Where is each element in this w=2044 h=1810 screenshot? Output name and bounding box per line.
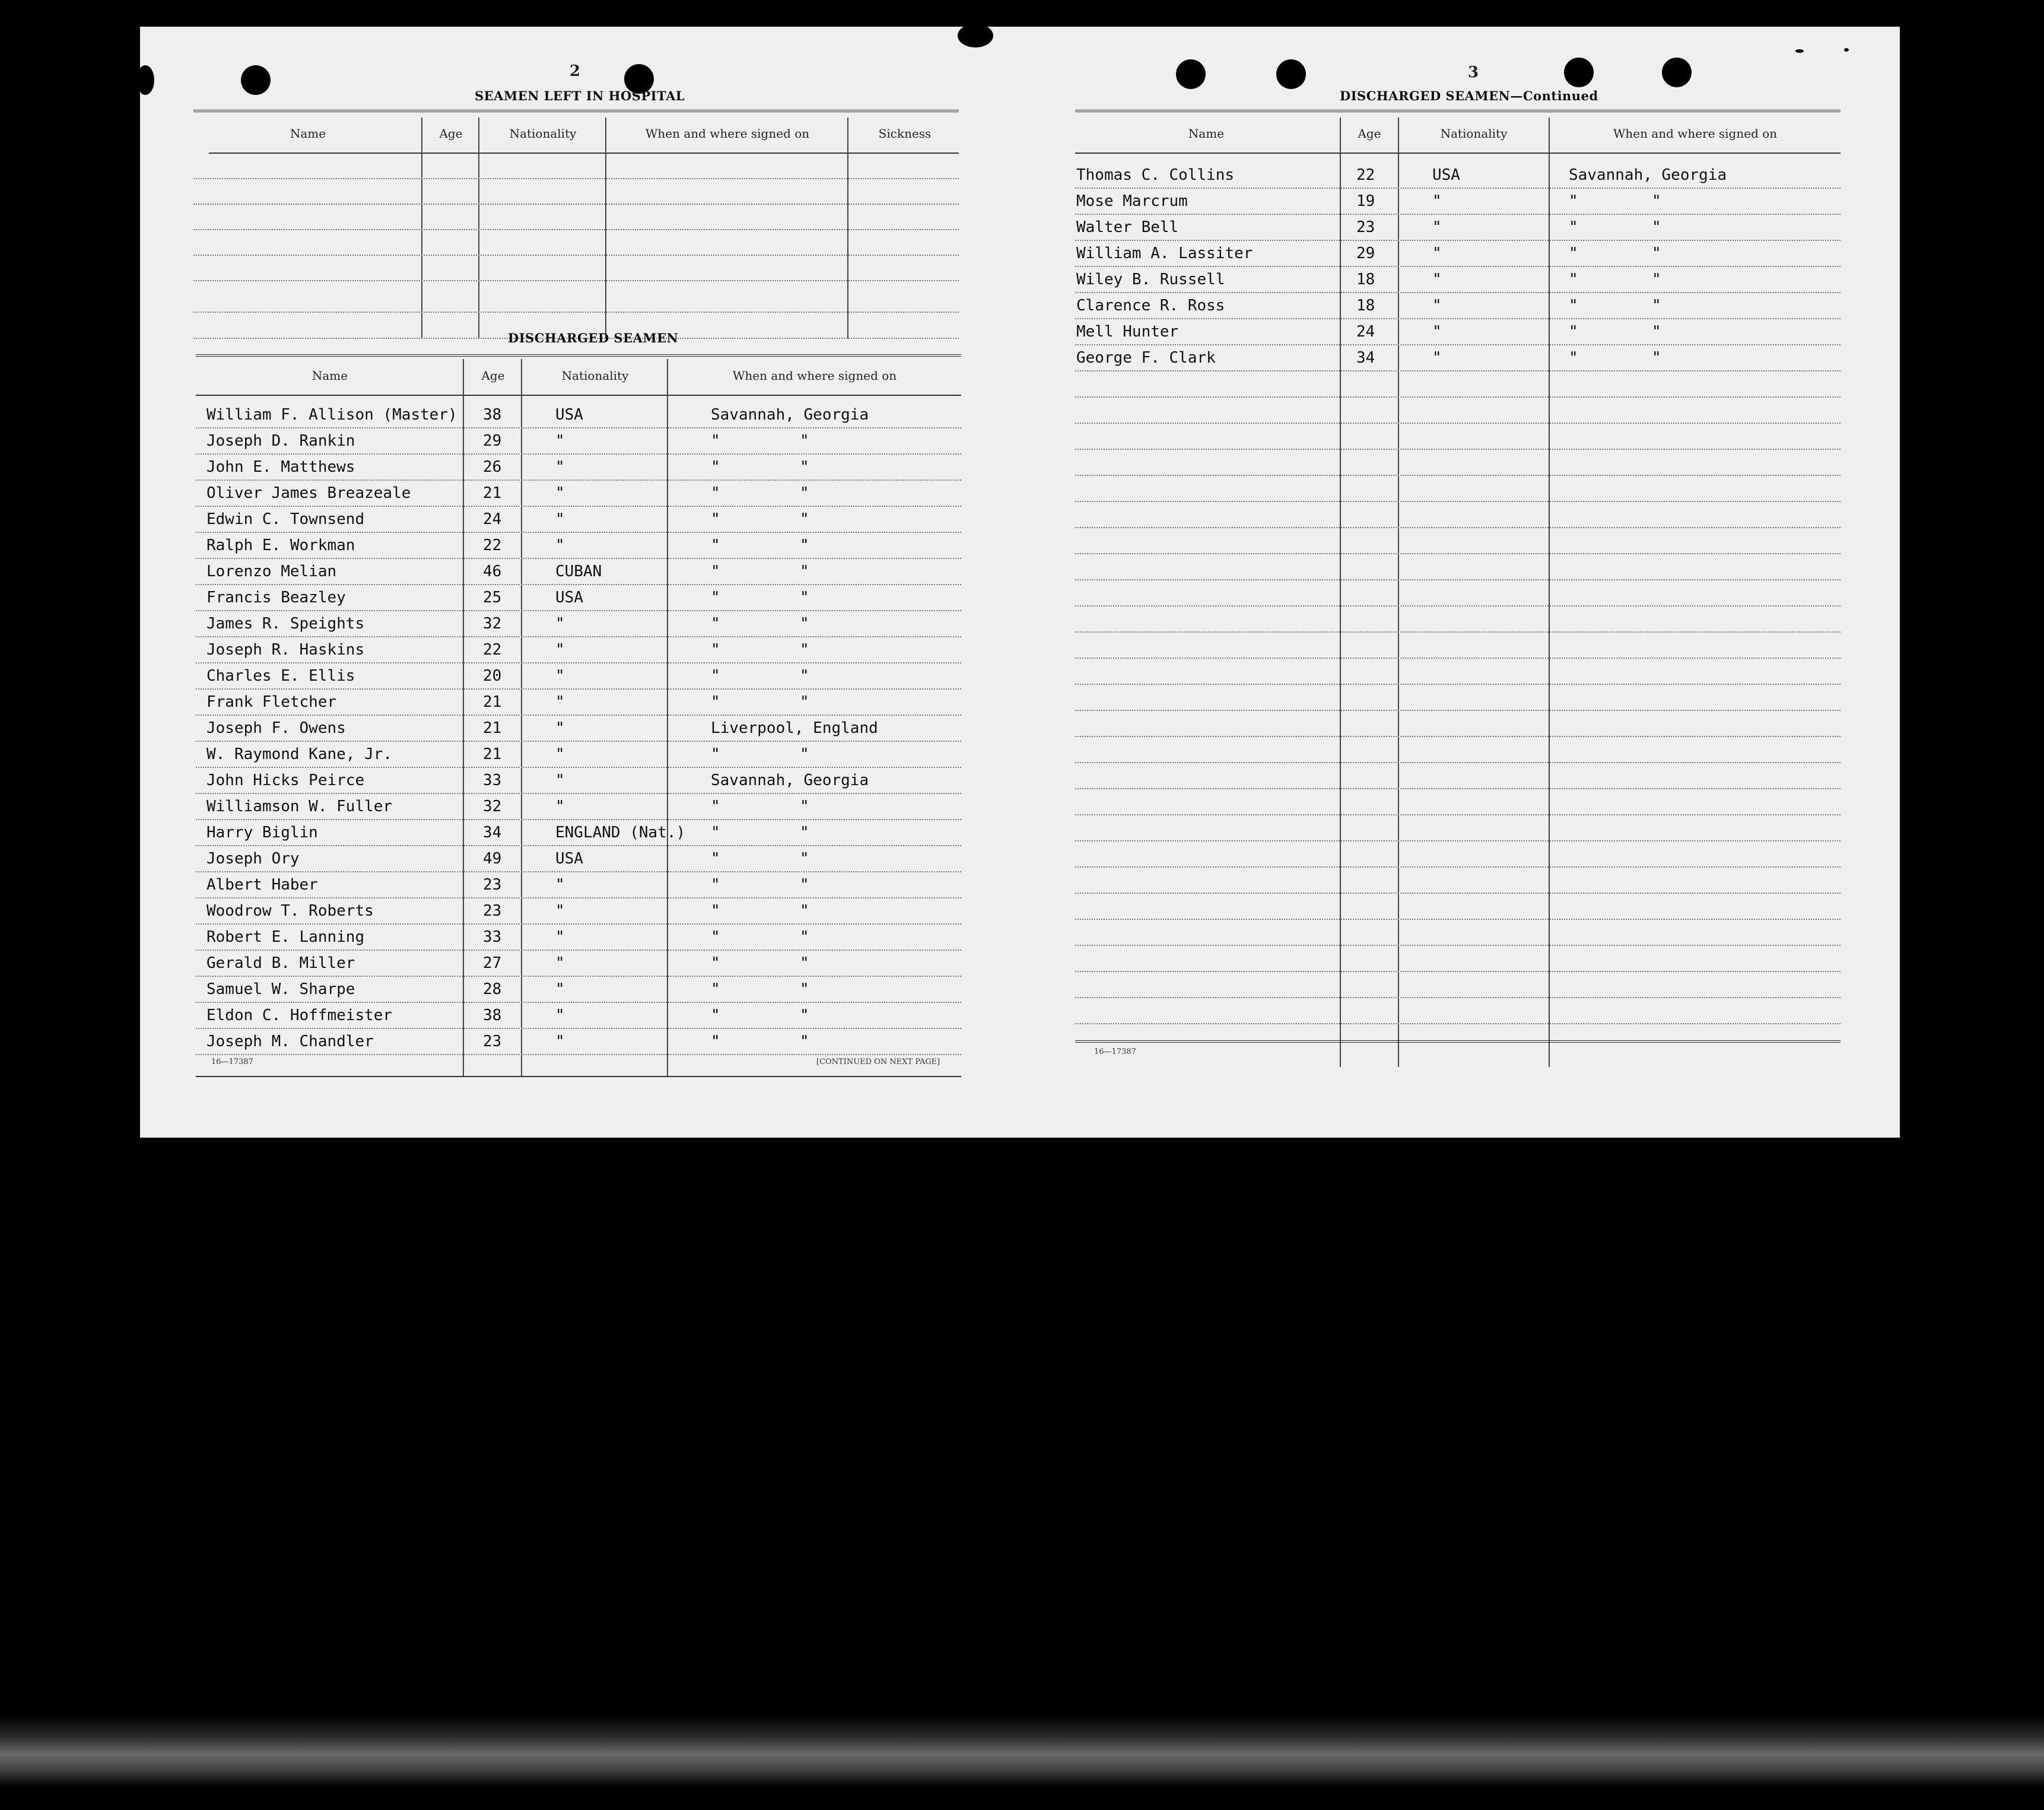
dotted-row-line xyxy=(1075,971,1840,972)
signed-on-place: " xyxy=(711,536,720,554)
signed-on-place: " xyxy=(1569,297,1578,315)
rule xyxy=(1075,110,1840,112)
dotted-row-line xyxy=(1075,370,1840,371)
col-divider xyxy=(1340,118,1341,1067)
signed-on-place: " xyxy=(711,641,720,659)
col-divider xyxy=(847,118,848,338)
signed-on-ditto: " xyxy=(1652,349,1661,367)
dotted-row-line xyxy=(193,178,959,179)
signed-on-ditto: " xyxy=(800,510,809,528)
col-divider xyxy=(605,118,606,338)
scanner-edge-band xyxy=(0,1715,2044,1786)
signed-on-place: Savannah, Georgia xyxy=(711,406,869,424)
seaman-name: Joseph F. Owens xyxy=(206,719,346,737)
col-header-name: Name xyxy=(1188,126,1225,141)
seaman-age: 18 xyxy=(1356,271,1375,288)
dotted-row-line xyxy=(196,558,961,559)
seaman-age: 49 xyxy=(483,850,502,868)
seaman-nationality: " xyxy=(1432,271,1442,288)
signed-on-ditto: " xyxy=(800,902,809,920)
signed-on-ditto: " xyxy=(1652,244,1661,262)
seaman-nationality: " xyxy=(555,980,565,998)
seaman-name: Charles E. Ellis xyxy=(206,667,355,685)
signed-on-ditto: " xyxy=(800,667,809,685)
seaman-name: Samuel W. Sharpe xyxy=(206,980,355,998)
signed-on-ditto: " xyxy=(800,824,809,842)
seaman-nationality: " xyxy=(555,641,565,659)
rule xyxy=(196,1076,961,1077)
seaman-nationality: " xyxy=(555,745,565,763)
seaman-nationality: " xyxy=(555,719,565,737)
signed-on-ditto: " xyxy=(1652,192,1661,210)
seaman-nationality: USA xyxy=(555,850,583,868)
seaman-age: 25 xyxy=(483,589,502,606)
right-page xyxy=(1030,27,1900,1138)
seaman-age: 34 xyxy=(1356,349,1375,367)
seaman-age: 29 xyxy=(483,432,502,450)
dotted-row-line xyxy=(1075,866,1840,868)
seaman-nationality: " xyxy=(1432,323,1442,341)
signed-on-place: " xyxy=(711,458,720,476)
seaman-name: George F. Clark xyxy=(1076,349,1216,367)
dotted-row-line xyxy=(196,1054,961,1055)
seaman-nationality: " xyxy=(555,1006,565,1024)
seaman-nationality: " xyxy=(555,928,565,946)
document-sheet xyxy=(140,27,1900,1138)
seaman-age: 21 xyxy=(483,745,502,763)
seaman-nationality: " xyxy=(555,667,565,685)
dotted-row-line xyxy=(1075,945,1840,946)
signed-on-ditto: " xyxy=(1652,323,1661,341)
seaman-name: Edwin C. Townsend xyxy=(206,510,365,528)
dotted-row-line xyxy=(1075,449,1840,450)
seaman-age: 38 xyxy=(483,1006,502,1024)
seaman-age: 33 xyxy=(483,928,502,946)
seaman-name: William A. Lassiter xyxy=(1076,244,1253,262)
col-header-name: Name xyxy=(290,126,326,141)
form-number: 16—17387 xyxy=(211,1058,253,1066)
dotted-row-line xyxy=(196,715,961,716)
seaman-age: 21 xyxy=(483,693,502,711)
seaman-age: 23 xyxy=(483,876,502,894)
seaman-name: Joseph Ory xyxy=(206,850,300,868)
seaman-name: Francis Beazley xyxy=(206,589,346,606)
dotted-row-line xyxy=(1075,292,1840,293)
dotted-row-line xyxy=(196,662,961,663)
seaman-nationality: ENGLAND (Nat.) xyxy=(555,824,686,842)
signed-on-ditto: " xyxy=(800,1033,809,1050)
signed-on-ditto: " xyxy=(800,484,809,502)
seaman-nationality: " xyxy=(555,771,565,789)
signed-on-place: " xyxy=(711,850,720,868)
seaman-age: 21 xyxy=(483,484,502,502)
signed-on-place: " xyxy=(1569,323,1578,341)
signed-on-place: " xyxy=(711,667,720,685)
signed-on-place: " xyxy=(711,980,720,998)
seaman-nationality: CUBAN xyxy=(555,563,602,580)
signed-on-ditto: " xyxy=(800,615,809,633)
dotted-row-line xyxy=(1075,214,1840,215)
continued-note: [CONTINUED ON NEXT PAGE] xyxy=(816,1058,940,1066)
signed-on-ditto: " xyxy=(800,589,809,606)
col-header-signed-on: When and where signed on xyxy=(1613,126,1778,141)
seaman-name: Wiley B. Russell xyxy=(1076,271,1225,288)
seaman-name: Joseph D. Rankin xyxy=(206,432,355,450)
col-header-nationality: Nationality xyxy=(509,126,577,141)
dotted-row-line xyxy=(1075,631,1840,633)
signed-on-place: " xyxy=(711,1006,720,1024)
signed-on-ditto: " xyxy=(800,432,809,450)
col-divider xyxy=(478,118,479,338)
seaman-nationality: " xyxy=(555,798,565,815)
seaman-nationality: " xyxy=(555,484,565,502)
dotted-row-line xyxy=(1075,396,1840,398)
dotted-row-line xyxy=(196,1002,961,1003)
dotted-row-line xyxy=(196,950,961,951)
seaman-name: Harry Biglin xyxy=(206,824,318,842)
seaman-age: 33 xyxy=(483,771,502,789)
seaman-name: Clarence R. Ross xyxy=(1076,297,1225,315)
dotted-row-line xyxy=(196,1028,961,1029)
dotted-row-line xyxy=(1075,423,1840,424)
seaman-age: 32 xyxy=(483,798,502,815)
signed-on-place: " xyxy=(711,745,720,763)
signed-on-ditto: " xyxy=(800,536,809,554)
dotted-row-line xyxy=(1075,1023,1840,1024)
seaman-age: 24 xyxy=(483,510,502,528)
dotted-row-line xyxy=(196,506,961,507)
seaman-age: 26 xyxy=(483,458,502,476)
page-number: 3 xyxy=(1468,63,1479,81)
rule xyxy=(1075,153,1840,154)
dotted-row-line xyxy=(1075,266,1840,267)
seaman-age: 23 xyxy=(1356,218,1375,236)
col-divider xyxy=(521,359,522,1077)
seaman-nationality: " xyxy=(1432,244,1442,262)
dotted-row-line xyxy=(196,923,961,925)
seaman-name: William F. Allison (Master) xyxy=(206,406,457,424)
signed-on-place: " xyxy=(1569,349,1578,367)
signed-on-place: " xyxy=(711,510,720,528)
col-divider xyxy=(463,359,464,1077)
signed-on-ditto: " xyxy=(800,563,809,580)
dotted-row-line xyxy=(193,229,959,230)
col-divider xyxy=(1549,118,1550,1067)
signed-on-ditto: " xyxy=(1652,297,1661,315)
signed-on-ditto: " xyxy=(800,458,809,476)
signed-on-ditto: " xyxy=(800,954,809,972)
signed-on-place: " xyxy=(711,563,720,580)
seaman-age: 23 xyxy=(483,1033,502,1050)
seaman-name: James R. Speights xyxy=(206,615,365,633)
rule xyxy=(196,354,961,357)
seaman-name: Albert Haber xyxy=(206,876,318,894)
seaman-age: 19 xyxy=(1356,192,1375,210)
dotted-row-line xyxy=(1075,893,1840,894)
dotted-row-line xyxy=(1075,919,1840,920)
dotted-row-line xyxy=(193,280,959,281)
signed-on-place: " xyxy=(711,589,720,606)
dotted-row-line xyxy=(196,871,961,872)
seaman-nationality: " xyxy=(555,536,565,554)
col-header-age: Age xyxy=(439,126,463,141)
dotted-row-line xyxy=(1075,736,1840,737)
dotted-row-line xyxy=(1075,710,1840,711)
seaman-nationality: " xyxy=(1432,297,1442,315)
seaman-age: 23 xyxy=(483,902,502,920)
signed-on-place: " xyxy=(711,902,720,920)
dotted-row-line xyxy=(196,793,961,794)
seaman-age: 28 xyxy=(483,980,502,998)
dotted-row-line xyxy=(196,741,961,742)
seaman-nationality: " xyxy=(555,615,565,633)
col-divider xyxy=(1398,118,1399,1067)
dotted-row-line xyxy=(196,584,961,585)
seaman-name: Williamson W. Fuller xyxy=(206,798,393,815)
seaman-name: Ralph E. Workman xyxy=(206,536,355,554)
seaman-name: Robert E. Lanning xyxy=(206,928,365,946)
seaman-nationality: " xyxy=(555,902,565,920)
seaman-nationality: " xyxy=(1432,218,1442,236)
seaman-name: Eldon C. Hoffmeister xyxy=(206,1006,393,1024)
seaman-name: Woodrow T. Roberts xyxy=(206,902,374,920)
seaman-age: 32 xyxy=(483,615,502,633)
seaman-nationality: " xyxy=(1432,349,1442,367)
signed-on-ditto: " xyxy=(800,876,809,894)
dotted-row-line xyxy=(1075,553,1840,554)
dotted-row-line xyxy=(1075,501,1840,502)
rule xyxy=(193,110,959,112)
seaman-name: John E. Matthews xyxy=(206,458,355,476)
seaman-age: 34 xyxy=(483,824,502,842)
seaman-name: Oliver James Breazeale xyxy=(206,484,411,502)
dotted-row-line xyxy=(1075,762,1840,763)
signed-on-ditto: " xyxy=(800,1006,809,1024)
dotted-row-line xyxy=(196,610,961,611)
seaman-name: Joseph R. Haskins xyxy=(206,641,365,659)
dotted-row-line xyxy=(196,897,961,898)
seaman-name: Gerald B. Miller xyxy=(206,954,355,972)
signed-on-ditto: " xyxy=(800,980,809,998)
seaman-name: Walter Bell xyxy=(1076,218,1179,236)
dotted-row-line xyxy=(1075,344,1840,345)
seaman-name: Joseph M. Chandler xyxy=(206,1033,374,1050)
page-number: 2 xyxy=(570,62,581,80)
signed-on-ditto: " xyxy=(800,745,809,763)
seaman-nationality: USA xyxy=(555,589,583,606)
seaman-nationality: " xyxy=(555,510,565,528)
seaman-nationality: " xyxy=(555,458,565,476)
seaman-nationality: " xyxy=(555,693,565,711)
dotted-row-line xyxy=(196,845,961,846)
signed-on-ditto: " xyxy=(1652,271,1661,288)
col-divider xyxy=(421,118,422,338)
seaman-name: Mose Marcrum xyxy=(1076,192,1188,210)
signed-on-place: Liverpool, England xyxy=(711,719,878,737)
seaman-age: 27 xyxy=(483,954,502,972)
dotted-row-line xyxy=(1075,188,1840,189)
rule xyxy=(196,395,961,396)
seaman-name: Thomas C. Collins xyxy=(1076,166,1235,184)
dotted-row-line xyxy=(193,204,959,205)
dotted-row-line xyxy=(1075,240,1840,241)
seaman-nationality: " xyxy=(1432,192,1442,210)
signed-on-place: " xyxy=(1569,192,1578,210)
col-header-signed-on: When and where signed on xyxy=(645,126,810,141)
dotted-row-line xyxy=(196,767,961,768)
dotted-row-line xyxy=(193,255,959,256)
dotted-row-line xyxy=(196,636,961,637)
signed-on-place: " xyxy=(1569,244,1578,262)
rule xyxy=(1075,1040,1840,1043)
signed-on-place: " xyxy=(711,693,720,711)
signed-on-place: " xyxy=(711,1033,720,1050)
dotted-row-line xyxy=(196,453,961,455)
signed-on-ditto: " xyxy=(1652,218,1661,236)
dotted-row-line xyxy=(1075,318,1840,319)
seaman-name: John Hicks Peirce xyxy=(206,771,365,789)
seaman-age: 22 xyxy=(483,536,502,554)
seaman-age: 24 xyxy=(1356,323,1375,341)
dotted-row-line xyxy=(1075,475,1840,476)
seaman-nationality: " xyxy=(555,432,565,450)
dotted-row-line xyxy=(193,312,959,313)
seaman-age: 29 xyxy=(1356,244,1375,262)
signed-on-place: " xyxy=(711,824,720,842)
dotted-row-line xyxy=(1075,605,1840,606)
col-header-age: Age xyxy=(1358,126,1381,141)
col-header-age: Age xyxy=(481,369,505,383)
col-header-name: Name xyxy=(311,369,348,383)
form-number: 16—17387 xyxy=(1094,1047,1136,1056)
signed-on-place: " xyxy=(1569,271,1578,288)
col-header-nationality: Nationality xyxy=(561,369,629,383)
dotted-row-line xyxy=(196,480,961,481)
dotted-row-line xyxy=(196,532,961,533)
seaman-nationality: USA xyxy=(555,406,583,424)
signed-on-place: Savannah, Georgia xyxy=(1569,166,1727,184)
seaman-age: 20 xyxy=(483,667,502,685)
signed-on-place: Savannah, Georgia xyxy=(711,771,869,789)
signed-on-place: " xyxy=(711,484,720,502)
signed-on-place: " xyxy=(711,954,720,972)
dotted-row-line xyxy=(1075,527,1840,528)
signed-on-place: " xyxy=(711,432,720,450)
discharged-section-title: DISCHARGED SEAMEN xyxy=(508,331,679,345)
seaman-nationality: " xyxy=(555,876,565,894)
seaman-age: 38 xyxy=(483,406,502,424)
seaman-name: W. Raymond Kane, Jr. xyxy=(206,745,393,763)
dotted-row-line xyxy=(196,427,961,428)
col-header-signed-on: When and where signed on xyxy=(732,369,897,383)
dotted-row-line xyxy=(1075,840,1840,842)
signed-on-place: " xyxy=(711,798,720,815)
signed-on-place: " xyxy=(711,928,720,946)
seaman-name: Lorenzo Melian xyxy=(206,563,337,580)
left-page xyxy=(140,27,1030,1138)
col-header-sickness: Sickness xyxy=(878,126,932,141)
seaman-nationality: " xyxy=(555,1033,565,1050)
dotted-row-line xyxy=(1075,814,1840,815)
seaman-age: 46 xyxy=(483,563,502,580)
signed-on-ditto: " xyxy=(800,693,809,711)
signed-on-ditto: " xyxy=(800,798,809,815)
seaman-age: 22 xyxy=(483,641,502,659)
col-divider xyxy=(667,359,668,1077)
dotted-row-line xyxy=(1075,997,1840,998)
dotted-row-line xyxy=(196,819,961,820)
signed-on-place: " xyxy=(1569,218,1578,236)
hospital-section-title: SEAMEN LEFT IN HOSPITAL xyxy=(475,88,685,103)
dotted-row-line xyxy=(1075,658,1840,659)
dotted-row-line xyxy=(1075,579,1840,580)
signed-on-ditto: " xyxy=(800,850,809,868)
seaman-age: 22 xyxy=(1356,166,1375,184)
seaman-nationality: " xyxy=(555,954,565,972)
seaman-age: 18 xyxy=(1356,297,1375,315)
dotted-row-line xyxy=(196,688,961,690)
seaman-age: 21 xyxy=(483,719,502,737)
dotted-row-line xyxy=(1075,684,1840,685)
dotted-row-line xyxy=(196,976,961,977)
col-header-nationality: Nationality xyxy=(1440,126,1508,141)
signed-on-ditto: " xyxy=(800,928,809,946)
signed-on-ditto: " xyxy=(800,641,809,659)
seaman-name: Frank Fletcher xyxy=(206,693,337,711)
seaman-nationality: USA xyxy=(1432,166,1460,184)
signed-on-place: " xyxy=(711,876,720,894)
dotted-row-line xyxy=(1075,788,1840,789)
rule xyxy=(209,153,959,154)
discharged-continued-title: DISCHARGED SEAMEN—Continued xyxy=(1340,88,1598,103)
signed-on-place: " xyxy=(711,615,720,633)
seaman-name: Mell Hunter xyxy=(1076,323,1179,341)
